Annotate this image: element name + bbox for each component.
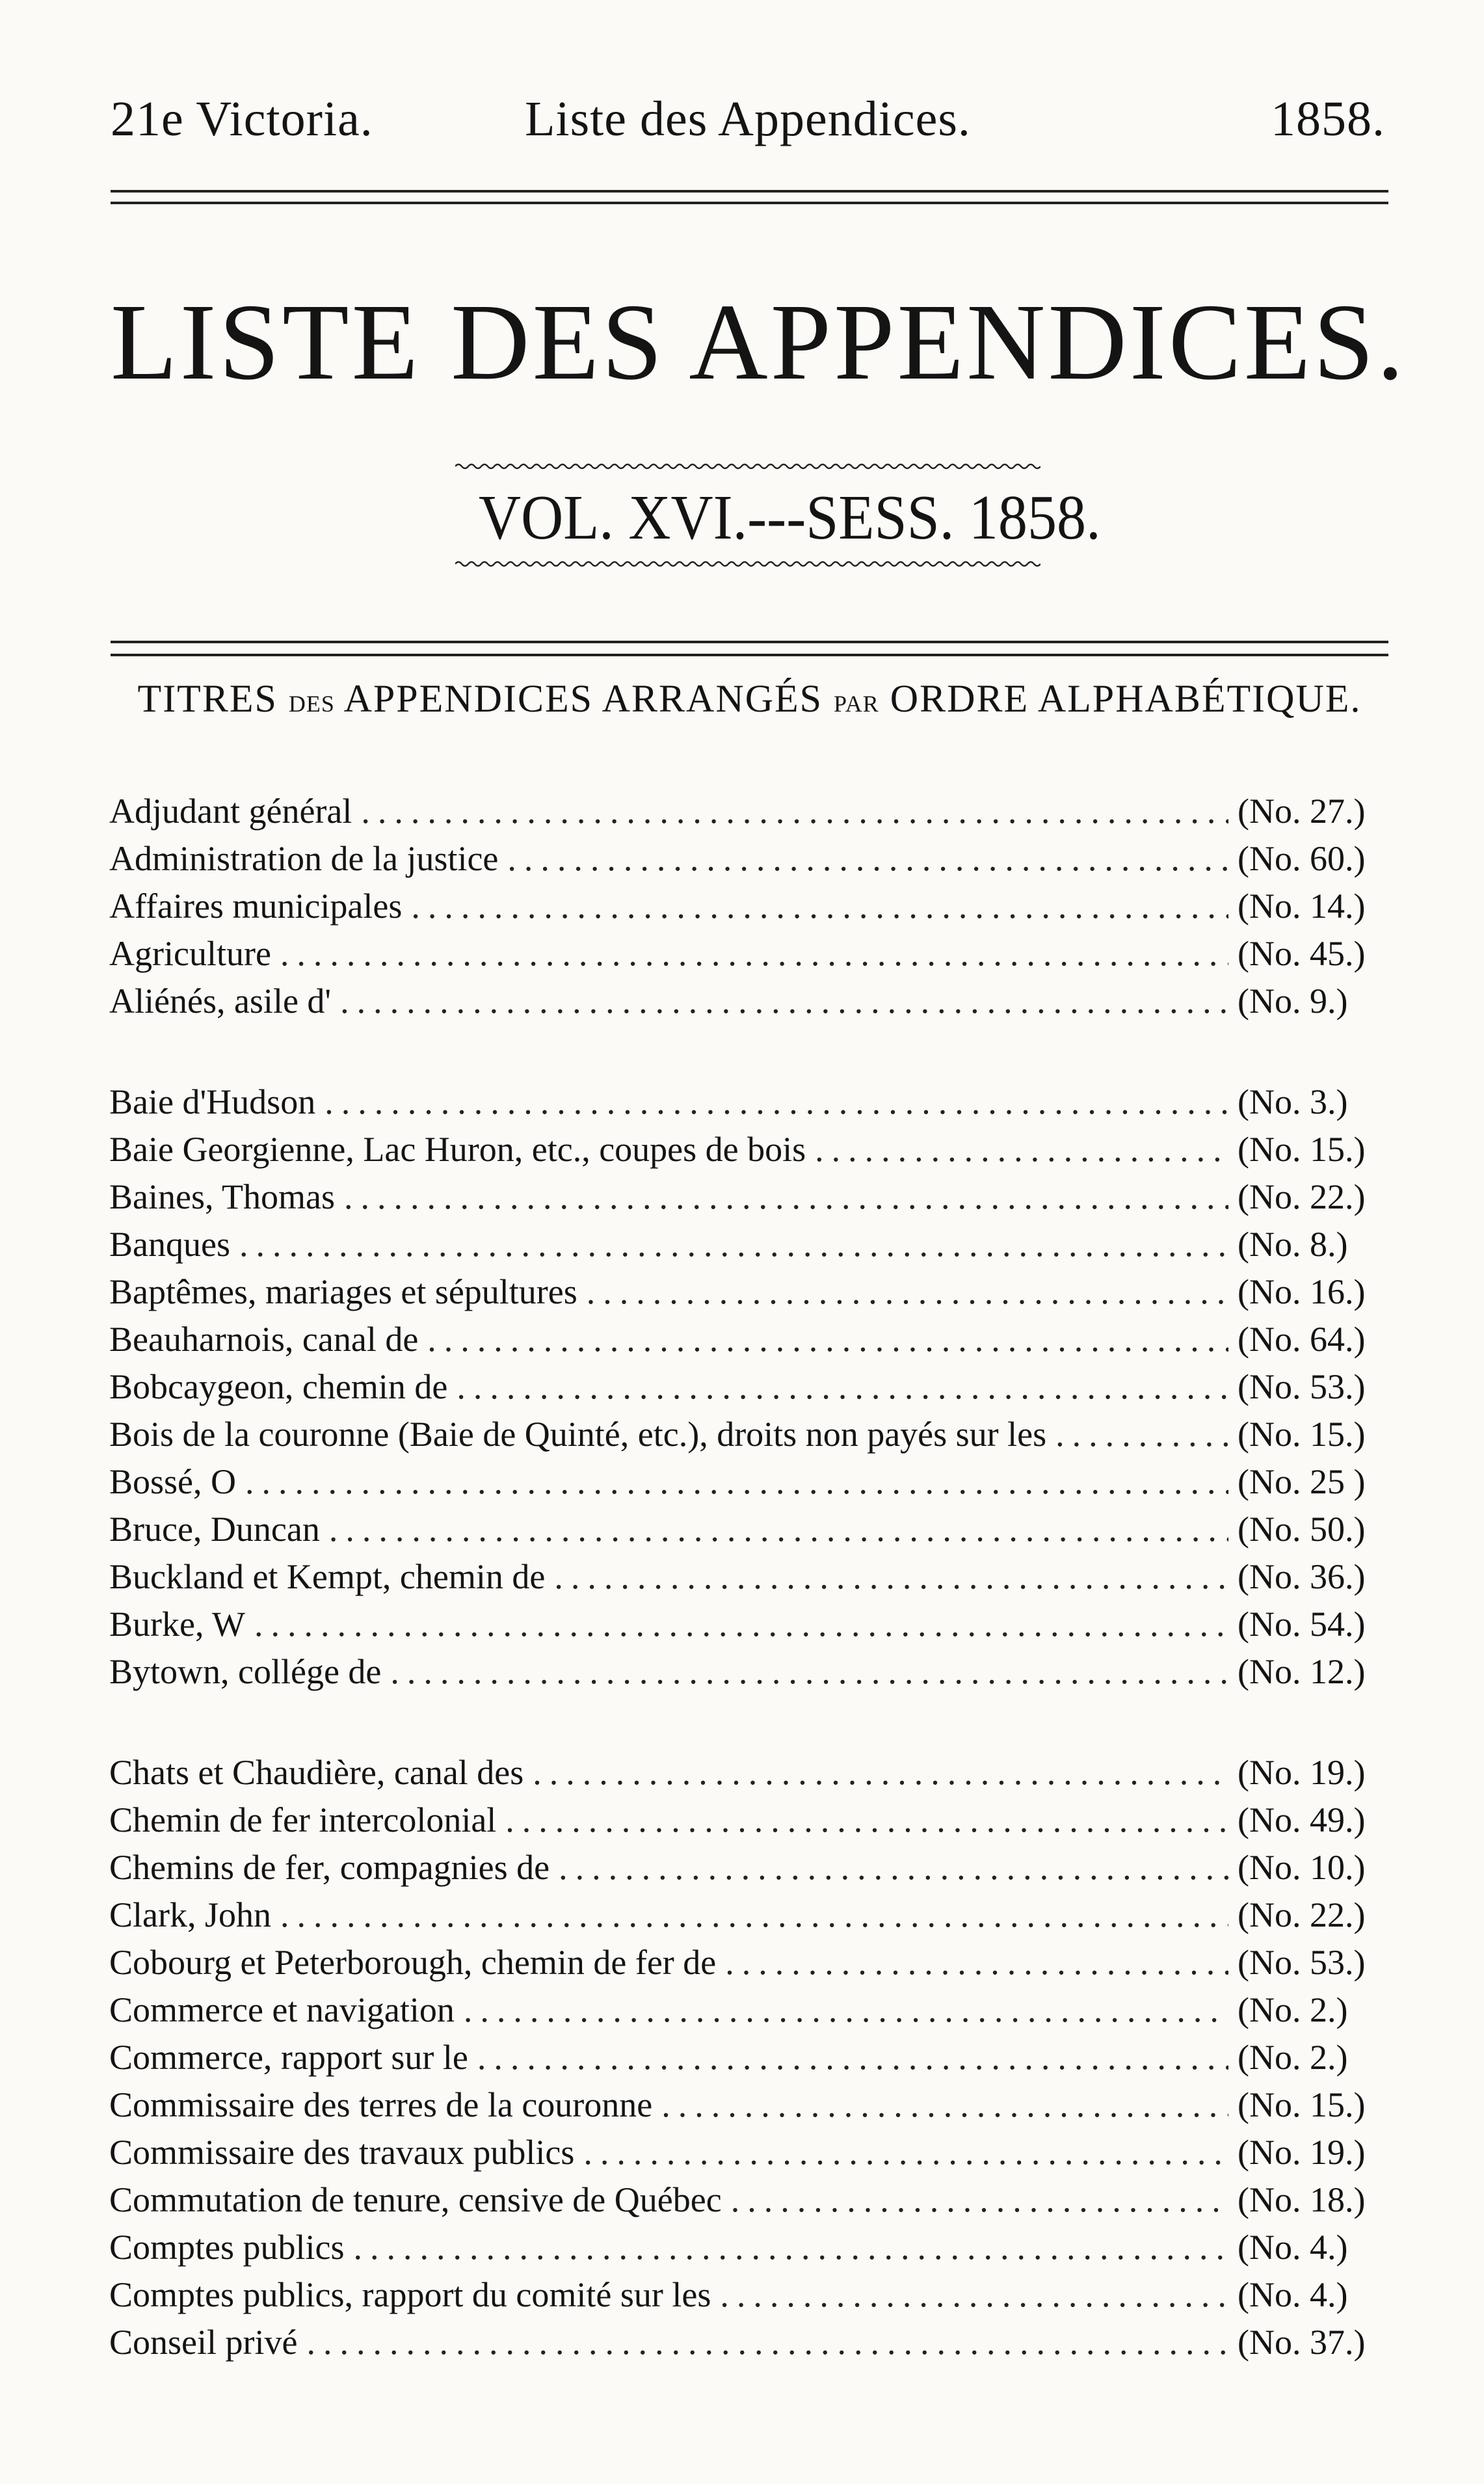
entry-number: (No. 10.) <box>1238 1848 1366 1887</box>
entry-number: (No. 22.) <box>1238 1177 1366 1216</box>
entry-number: (No. 4.) <box>1238 2228 1348 2267</box>
entry-number: (No. 18.) <box>1238 2180 1366 2219</box>
dot-leader <box>280 1895 1228 1935</box>
index-entry <box>109 1224 1387 1272</box>
entry-number: (No. 16.) <box>1238 1272 1366 1311</box>
entry-number: (No. 25 ) <box>1238 1462 1366 1501</box>
entry-label: Aliénés, asile d' <box>109 982 332 1021</box>
dot-leader <box>815 1129 1228 1169</box>
heading-small-des: DES <box>288 691 335 717</box>
entry-number: (No. 8.) <box>1238 1225 1348 1264</box>
entry-label: Bytown, collége de <box>109 1652 382 1691</box>
entry-label: Comptes publics <box>109 2228 345 2267</box>
dot-leader <box>554 1556 1228 1597</box>
index-entry <box>109 1847 1387 1895</box>
entry-label: Chemin de fer intercolonial <box>109 1800 497 1839</box>
index-entry <box>109 886 1387 933</box>
entry-number: (No. 3.) <box>1238 1082 1348 1121</box>
entry-label: Commerce, rapport sur le <box>109 2038 468 2077</box>
entry-number: (No. 2.) <box>1238 1990 1348 2029</box>
entry-label: Chats et Chaudière, canal des <box>109 1753 524 1792</box>
dot-leader <box>427 1319 1228 1359</box>
dot-leader <box>587 1272 1228 1312</box>
heading-part-2: APPENDICES ARRANGÉS <box>334 677 834 720</box>
dot-leader <box>457 1367 1228 1407</box>
wavy-rule-top <box>455 462 1040 471</box>
index-entry <box>109 2275 1387 2322</box>
entry-label: Baptêmes, mariages et sépultures <box>109 1272 577 1311</box>
entry-label: Cobourg et Peterborough, chemin de fer de <box>109 1943 717 1982</box>
entry-label: Baie d'Hudson <box>109 1082 316 1121</box>
entry-number: (No. 53.) <box>1238 1367 1366 1406</box>
wavy-rule-bottom <box>455 559 1040 568</box>
entry-label: Affaires municipales <box>109 887 403 926</box>
dot-leader <box>340 981 1228 1021</box>
entry-label: Bobcaygeon, chemin de <box>109 1367 448 1406</box>
dot-leader <box>533 1752 1228 1793</box>
entry-number: (No. 14.) <box>1238 887 1366 926</box>
entry-label: Burke, W <box>109 1605 245 1644</box>
entry-label: Buckland et Kempt, chemin de <box>109 1557 546 1596</box>
entry-label: Agriculture <box>109 934 271 973</box>
entry-label: Administration de la justice <box>109 839 499 878</box>
section-double-rule <box>111 641 1388 656</box>
heading-small-par: PAR <box>834 691 879 717</box>
index-entry <box>109 2037 1387 2085</box>
entry-number: (No. 19.) <box>1238 2133 1366 2172</box>
entry-number: (No. 22.) <box>1238 1895 1366 1934</box>
appendix-index <box>109 791 1387 2370</box>
entry-label: Baines, Thomas <box>109 1177 335 1216</box>
entry-label: Beauharnois, canal de <box>109 1320 419 1359</box>
index-entry <box>109 1942 1387 1990</box>
entry-label: Bossé, O <box>109 1462 237 1501</box>
entry-number: (No. 60.) <box>1238 839 1366 878</box>
entry-label: Clark, John <box>109 1895 271 1934</box>
running-head-center: Liste des Appendices. <box>525 92 971 146</box>
running-head <box>111 91 1385 150</box>
index-entry <box>109 1319 1387 1367</box>
index-entry <box>109 1651 1387 1699</box>
volume-title: VOL. XVI.---SESS. 1858. <box>479 483 1101 553</box>
dot-leader <box>254 1604 1228 1644</box>
entry-label: Comptes publics, rapport du comité sur les <box>109 2275 711 2314</box>
dot-leader <box>477 2037 1228 2077</box>
index-entry <box>109 1462 1387 1509</box>
dot-leader <box>464 1990 1228 2030</box>
dot-leader <box>344 1177 1228 1217</box>
index-entry <box>109 1604 1387 1651</box>
dot-leader <box>731 2180 1228 2220</box>
dot-leader <box>559 1847 1228 1888</box>
entry-number: (No. 12.) <box>1238 1652 1366 1691</box>
entry-label: Bruce, Duncan <box>109 1510 320 1549</box>
dot-leader <box>390 1651 1228 1692</box>
index-entry <box>109 791 1387 838</box>
index-entry <box>109 2132 1387 2180</box>
index-entry <box>109 1414 1387 1462</box>
dot-leader <box>725 1942 1228 1983</box>
entry-number: (No. 45.) <box>1238 934 1366 973</box>
volume-block <box>455 462 1101 579</box>
dot-leader <box>239 1224 1228 1264</box>
running-head-right: 1858. <box>1271 92 1385 146</box>
dot-leader <box>1055 1414 1228 1454</box>
entry-number: (No. 9.) <box>1238 982 1348 1021</box>
entry-number: (No. 15.) <box>1238 1130 1366 1169</box>
entry-label: Banques <box>109 1225 230 1264</box>
entry-label: Conseil privé <box>109 2323 298 2362</box>
dot-leader <box>361 791 1228 831</box>
index-group-a <box>109 791 1387 1028</box>
dot-leader <box>661 2085 1228 2125</box>
index-entry <box>109 2322 1387 2370</box>
dot-leader <box>245 1462 1228 1502</box>
dot-leader <box>411 886 1228 926</box>
index-entry <box>109 1082 1387 1129</box>
entry-label: Commissaire des terres de la couronne <box>109 2085 653 2124</box>
index-entry <box>109 838 1387 886</box>
section-heading <box>111 676 1388 721</box>
index-entry <box>109 2180 1387 2227</box>
dot-leader <box>329 1509 1228 1549</box>
top-double-rule <box>111 190 1388 204</box>
heading-part-1: TITRES <box>137 677 289 720</box>
index-group-c <box>109 1752 1387 2370</box>
entry-number: (No. 15.) <box>1238 2085 1366 2124</box>
entry-number: (No. 2.) <box>1238 2038 1348 2077</box>
index-entry <box>109 1177 1387 1224</box>
index-entry <box>109 1556 1387 1604</box>
dot-leader <box>583 2132 1228 2172</box>
entry-label: Baie Georgienne, Lac Huron, etc., coupes de bois <box>109 1130 806 1169</box>
entry-number: (No. 27.) <box>1238 792 1366 831</box>
entry-number: (No. 50.) <box>1238 1510 1366 1549</box>
entry-number: (No. 19.) <box>1238 1753 1366 1792</box>
index-group-b <box>109 1082 1387 1699</box>
dot-leader <box>280 933 1228 974</box>
dot-leader <box>505 1800 1228 1840</box>
index-entry <box>109 981 1387 1028</box>
index-entry <box>109 1509 1387 1556</box>
dot-leader <box>507 838 1228 879</box>
entry-label: Bois de la couronne (Baie de Quinté, etc.), droits non payés sur les <box>109 1415 1047 1454</box>
entry-number: (No. 54.) <box>1238 1605 1366 1644</box>
entry-number: (No. 64.) <box>1238 1320 1366 1359</box>
entry-label: Commutation de tenure, censive de Québec <box>109 2180 722 2219</box>
entry-number: (No. 37.) <box>1238 2323 1366 2362</box>
running-head-left: 21e Victoria. <box>111 92 373 146</box>
entry-number: (No. 49.) <box>1238 1800 1366 1839</box>
entry-number: (No. 15.) <box>1238 1415 1366 1454</box>
index-entry <box>109 2085 1387 2132</box>
dot-leader <box>354 2227 1229 2267</box>
index-entry <box>109 1800 1387 1847</box>
dot-leader <box>306 2322 1228 2362</box>
index-entry <box>109 2227 1387 2275</box>
heading-part-3: ORDRE ALPHABÉTIQUE. <box>879 677 1362 720</box>
index-entry <box>109 1367 1387 1414</box>
index-entry <box>109 1752 1387 1800</box>
entry-label: Commerce et navigation <box>109 1990 455 2029</box>
page-title: LISTE DES APPENDICES. <box>111 282 1407 403</box>
entry-label: Adjudant général <box>109 792 352 831</box>
entry-number: (No. 4.) <box>1238 2275 1348 2314</box>
index-entry <box>109 1272 1387 1319</box>
entry-number: (No. 53.) <box>1238 1943 1366 1982</box>
dot-leader <box>325 1082 1228 1122</box>
index-entry <box>109 1129 1387 1177</box>
dot-leader <box>720 2275 1228 2315</box>
index-entry <box>109 1895 1387 1942</box>
entry-label: Commissaire des travaux publics <box>109 2133 575 2172</box>
entry-number: (No. 36.) <box>1238 1557 1366 1596</box>
entry-label: Chemins de fer, compagnies de <box>109 1848 550 1887</box>
index-entry <box>109 1990 1387 2037</box>
index-entry <box>109 933 1387 981</box>
